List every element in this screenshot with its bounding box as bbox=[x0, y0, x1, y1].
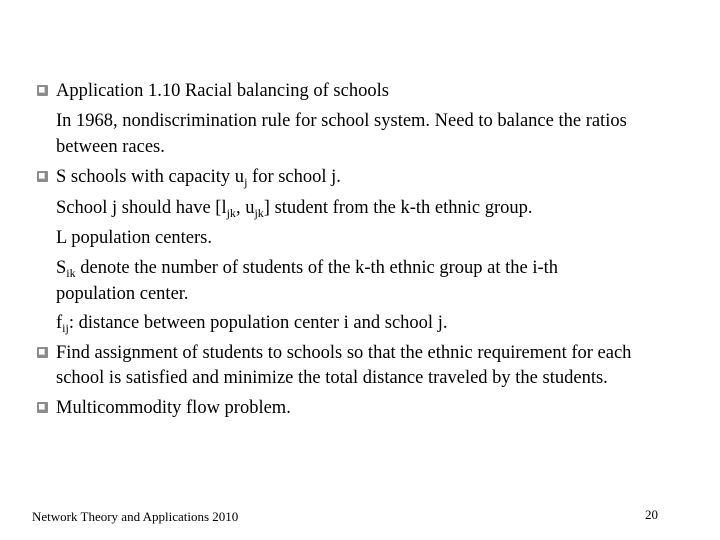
bullet-square-icon bbox=[37, 171, 48, 182]
intro-line-2: between races. bbox=[56, 137, 165, 157]
bullet-square-icon bbox=[37, 85, 48, 96]
assignment-line-1: Find assignment of students to schools so that the ethnic requirement for each bbox=[56, 343, 632, 363]
bullet-multicommodity: Multicommodity flow problem. bbox=[56, 398, 291, 418]
school-range-line: School j should have [$l_{jk}$, $u_{jk}$] student from the k-th ethnic group. bbox=[56, 198, 533, 220]
intro-line-1: In 1968, nondiscrimination rule for school system. Need to balance the ratios bbox=[56, 111, 627, 131]
bullet-heading: Application 1.10 Racial balancing of schools bbox=[56, 81, 389, 101]
fij-line: $f_{ij}$: distance between population center i and school j. bbox=[56, 313, 448, 335]
assignment-line-2: school is satisfied and minimize the total distance traveled by the students. bbox=[56, 368, 608, 388]
population-centers-line: L population centers. bbox=[56, 228, 213, 248]
footer-title: Network Theory and Applications 2010 bbox=[32, 509, 239, 524]
sik-line-cont: population center. bbox=[56, 284, 189, 304]
bullet-schools: S schools with capacity $u_j$ for school j. bbox=[56, 167, 341, 189]
bullet-square-icon bbox=[37, 347, 48, 358]
page-number: 20 bbox=[645, 507, 658, 522]
sik-line: $S_{ik}$ denote the number of students of the k-th ethnic group at the i-th bbox=[56, 258, 559, 280]
bullet-square-icon bbox=[37, 402, 48, 413]
